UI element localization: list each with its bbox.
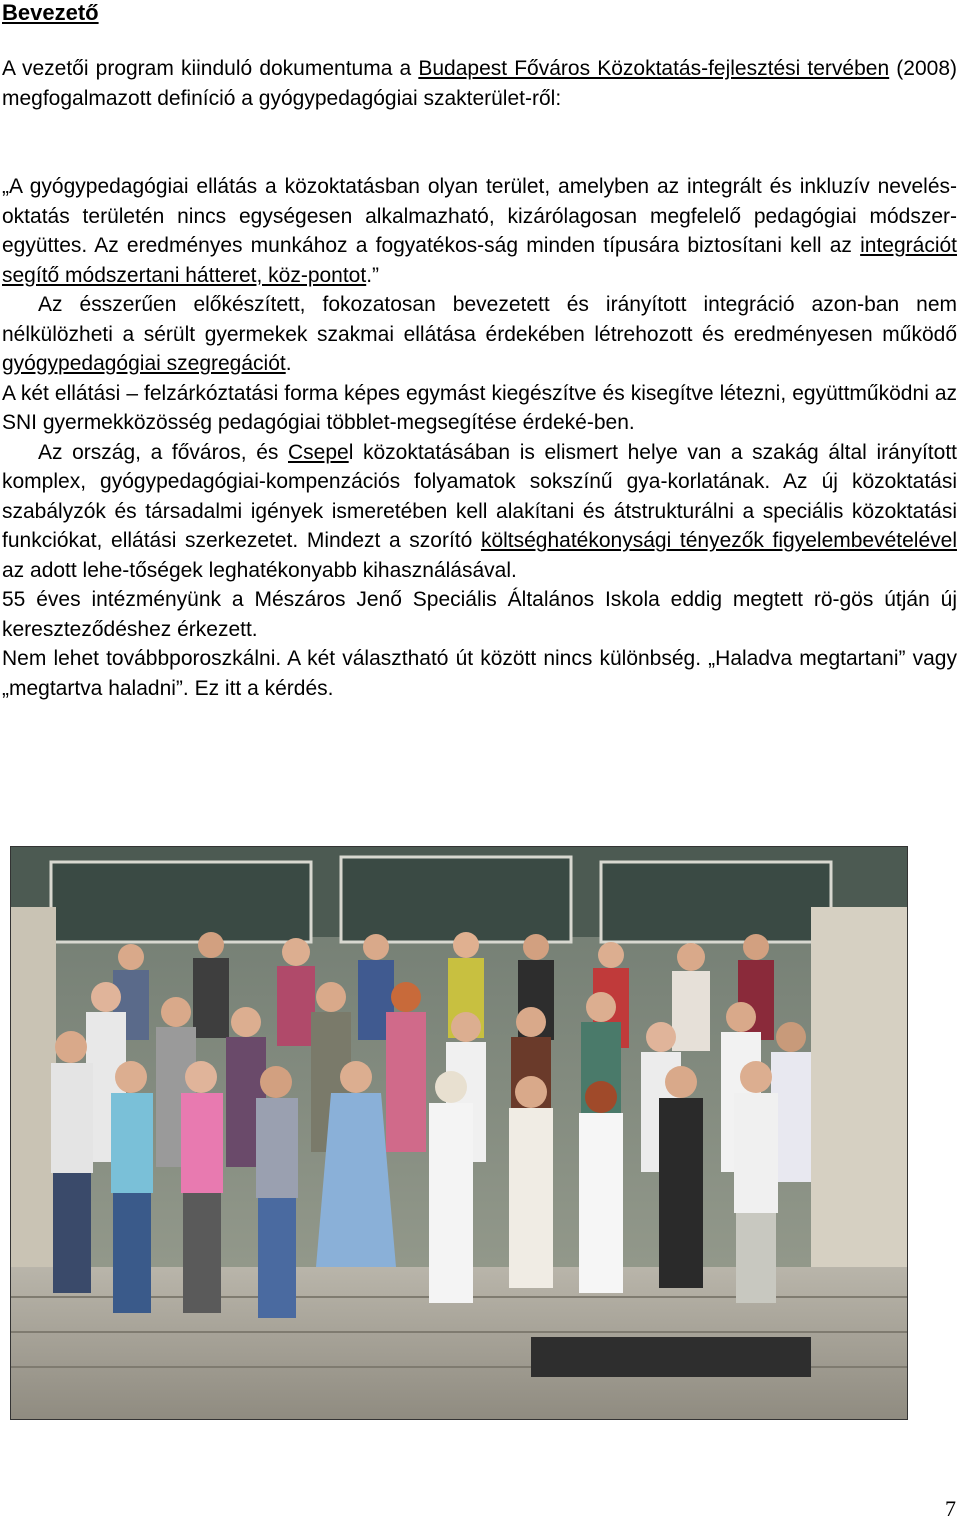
paragraph-question: Nem lehet továbbporoszkálni. A két választható út között nincs különbség. „Haladva megtartani” vagy „megtartva haladni”. Ez itt a kérdés. — [2, 647, 957, 700]
paragraph-csepel — [2, 438, 957, 586]
paragraph-integration — [2, 290, 957, 379]
para1-text-1: Az ésszerűen előkészített, fokozatosan bevezetett és irányított integráció azon-ban nem nélkülözheti a sérült gyermekek szakmai ellátása érdekében létrehozott és eredményesen működő — [2, 293, 957, 346]
quote-text-2: .” — [366, 263, 380, 287]
cost-efficiency-link[interactable]: költséghatékonysági tényezők figyelembevételével — [480, 529, 957, 552]
intro-text-1: A vezetői program kiinduló dokumentuma a — [2, 57, 419, 80]
intro-paragraph — [2, 54, 957, 113]
quote-text-1: „A gyógypedagógiai ellátás a közoktatásban olyan terület, amelyben az integrált és inkluzív nevelés-oktatás területén nincs egységesen alkalmazható, kizárólagosan megfelelő pedagógiai módszer-együttes. Az eredményes munkához a fogyatékos-ság minden típusára biztosítani kell az — [2, 175, 957, 257]
quote-reference-link[interactable]: integrációt segítő módszertani hátteret, köz-pontot — [2, 234, 957, 287]
section-heading: Bevezető — [2, 0, 99, 25]
para3-text-1: Az ország, a főváros, és — [38, 440, 288, 464]
staff-group-photo — [10, 846, 908, 1420]
para3-text-3: az adott lehe-tőségek leghatékonyabb kihasználásával. — [2, 558, 517, 582]
paragraph-cooperation: A két ellátási – felzárkóztatási forma képes egymást kiegészítve és kisegítve létezni, együttműködni az SNI gyermekközösség pedagógiai többlet-megsegítése érdeké-ben. — [2, 381, 957, 434]
intro-text-2: (2008) megfogalmazott definíció a gyógypedagógiai szakterület-ről: — [2, 57, 957, 110]
csepel-link[interactable]: Csepe — [288, 440, 349, 464]
staff-photo-illustration — [11, 847, 908, 1420]
intro-reference-link[interactable]: Budapest Főváros Közoktatás-fejlesztési tervében — [418, 57, 890, 80]
page-number: 7 — [945, 1496, 956, 1521]
para1-text-2: . — [285, 352, 292, 375]
quote-paragraph — [2, 172, 957, 703]
para3-text-2: l közoktatásában is elismert helye van a szakág által irányított komplex, gyógypedagógiai-kompenzációs folyamatok sokszínű gya-korlatának. Az új közoktatási szabályzók és társadalmi igények ismeretében kell alakítani és átstrukturálni a speciális közoktatási funkciókat, ellátási szerkezetet. Mindezt a szorító — [2, 440, 957, 552]
paragraph-institution: 55 éves intézményünk a Mészáros Jenő Speciális Általános Iskola eddig megtett rö-gös útján új kereszteződéshez érkezett. — [2, 588, 957, 641]
segregation-link[interactable]: gyógypedagógiai szegregációt — [2, 352, 286, 375]
